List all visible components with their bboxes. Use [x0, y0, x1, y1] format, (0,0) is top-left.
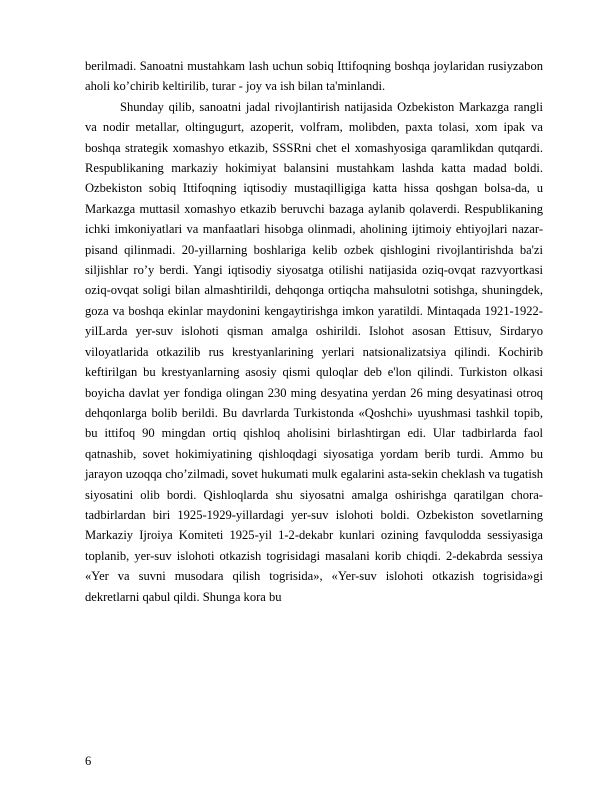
paragraph-main: Shunday qilib, sanoatni jadal rivojlantirish natijasida Ozbekiston Markazga rangli va nodir metallar, oltingugurt, azoperit, volfram, molibden, paxta tolasi, xom ipak va boshqa strategik xomashyo etkazib, SSSRni chet el xomashyosiga qaramlikdan qutqardi. Respublikaning markaziy hokimiyat balansini mustahkam lashda katta madad boldi. Ozbekiston sobiq Ittifoqning iqtisodiy mustaqilligiga katta hissa qoshgan bolsa-da, u Markazga muttasil xomashyo etkazib beruvchi bazaga aylanib qolaverdi. Respublikaning ichki imkoniyatlari va manfaatlari hisobga olinmadi, aholining ijtimoiy ehtiyojlari nazar-pisand qilinmadi. 20-yillarning boshlariga kelib ozbek qishlogini rivojlantirishda ba'zi siljishlar ro’y berdi. Yangi iqtisodiy siyosatga otilishi natijasida oziq-ovqat razvyortkasi oziq-ovqat soligi bilan almashtirildi, dehqonga ortiqcha mahsulotni sotishga, shuningdek, goza va boshqa ekinlar maydonini kengaytirishga imkon yaratildi. Mintaqada 1921-1922-yilLarda yer-suv islohoti qisman amalga oshirildi. Islohot asosan Ettisuv, Sirdaryo viloyatlarida otkazilib rus krestyanlarining yerlari natsionalizatsiya qilindi. Kochirib keftirilgan bu krestyanlarning asosiy qismi quloqlar deb e'lon qilindi. Turkiston olkasi boyicha davlat yer fondiga olingan 230 ming desyatina yerdan 26 ming desyatinasi otroq dehqonlarga bolib berildi. Bu davrlarda Turkistonda «Qoshchi» uyushmasi tashkil topib, bu ittifoq 90 mingdan ortiq qishloq aholisini birlashtirgan edi. Ular tadbirlarda faol qatnashib, sovet hokimiyatining qishloqdagi siyosatiga yordam berib turdi. Ammo bu jarayon uzoqqa cho’zilmadi, sovet hukumati mulk egalarini asta-sekin cheklash va tugatish siyosatini olib bordi. Qishloqlarda shu siyosatni amalga oshirishga qaratilgan chora- tadbirlardan biri 1925-1929-yillardagi yer-suv islohoti boldi. Ozbekiston sovetlarning Markaziy Ijroiya Komiteti 1925-yil 1-2-dekabr kunlari ozining favqulodda sessiyasiga toplanib, yer-suv islohoti otkazish togrisidagi masalani korib chiqdi. 2-dekabrda sessiya «Yer va suvni musodara qilish togrisida», «Yer-suv islohoti otkazish togrisida»gi dekretlarni qabul qildi. Shunga kora bu	[85, 99, 543, 604]
body-text	[85, 56, 543, 607]
paragraph-continuation: berilmadi. Sanoatni mustahkam lash uchun sobiq Ittifoqning boshqa joylaridan rusiyzabon aholi ko’chirib keltirilib, turar - joy va ish bilan ta'minlandi.	[85, 59, 543, 94]
page-number: 6	[85, 754, 92, 768]
